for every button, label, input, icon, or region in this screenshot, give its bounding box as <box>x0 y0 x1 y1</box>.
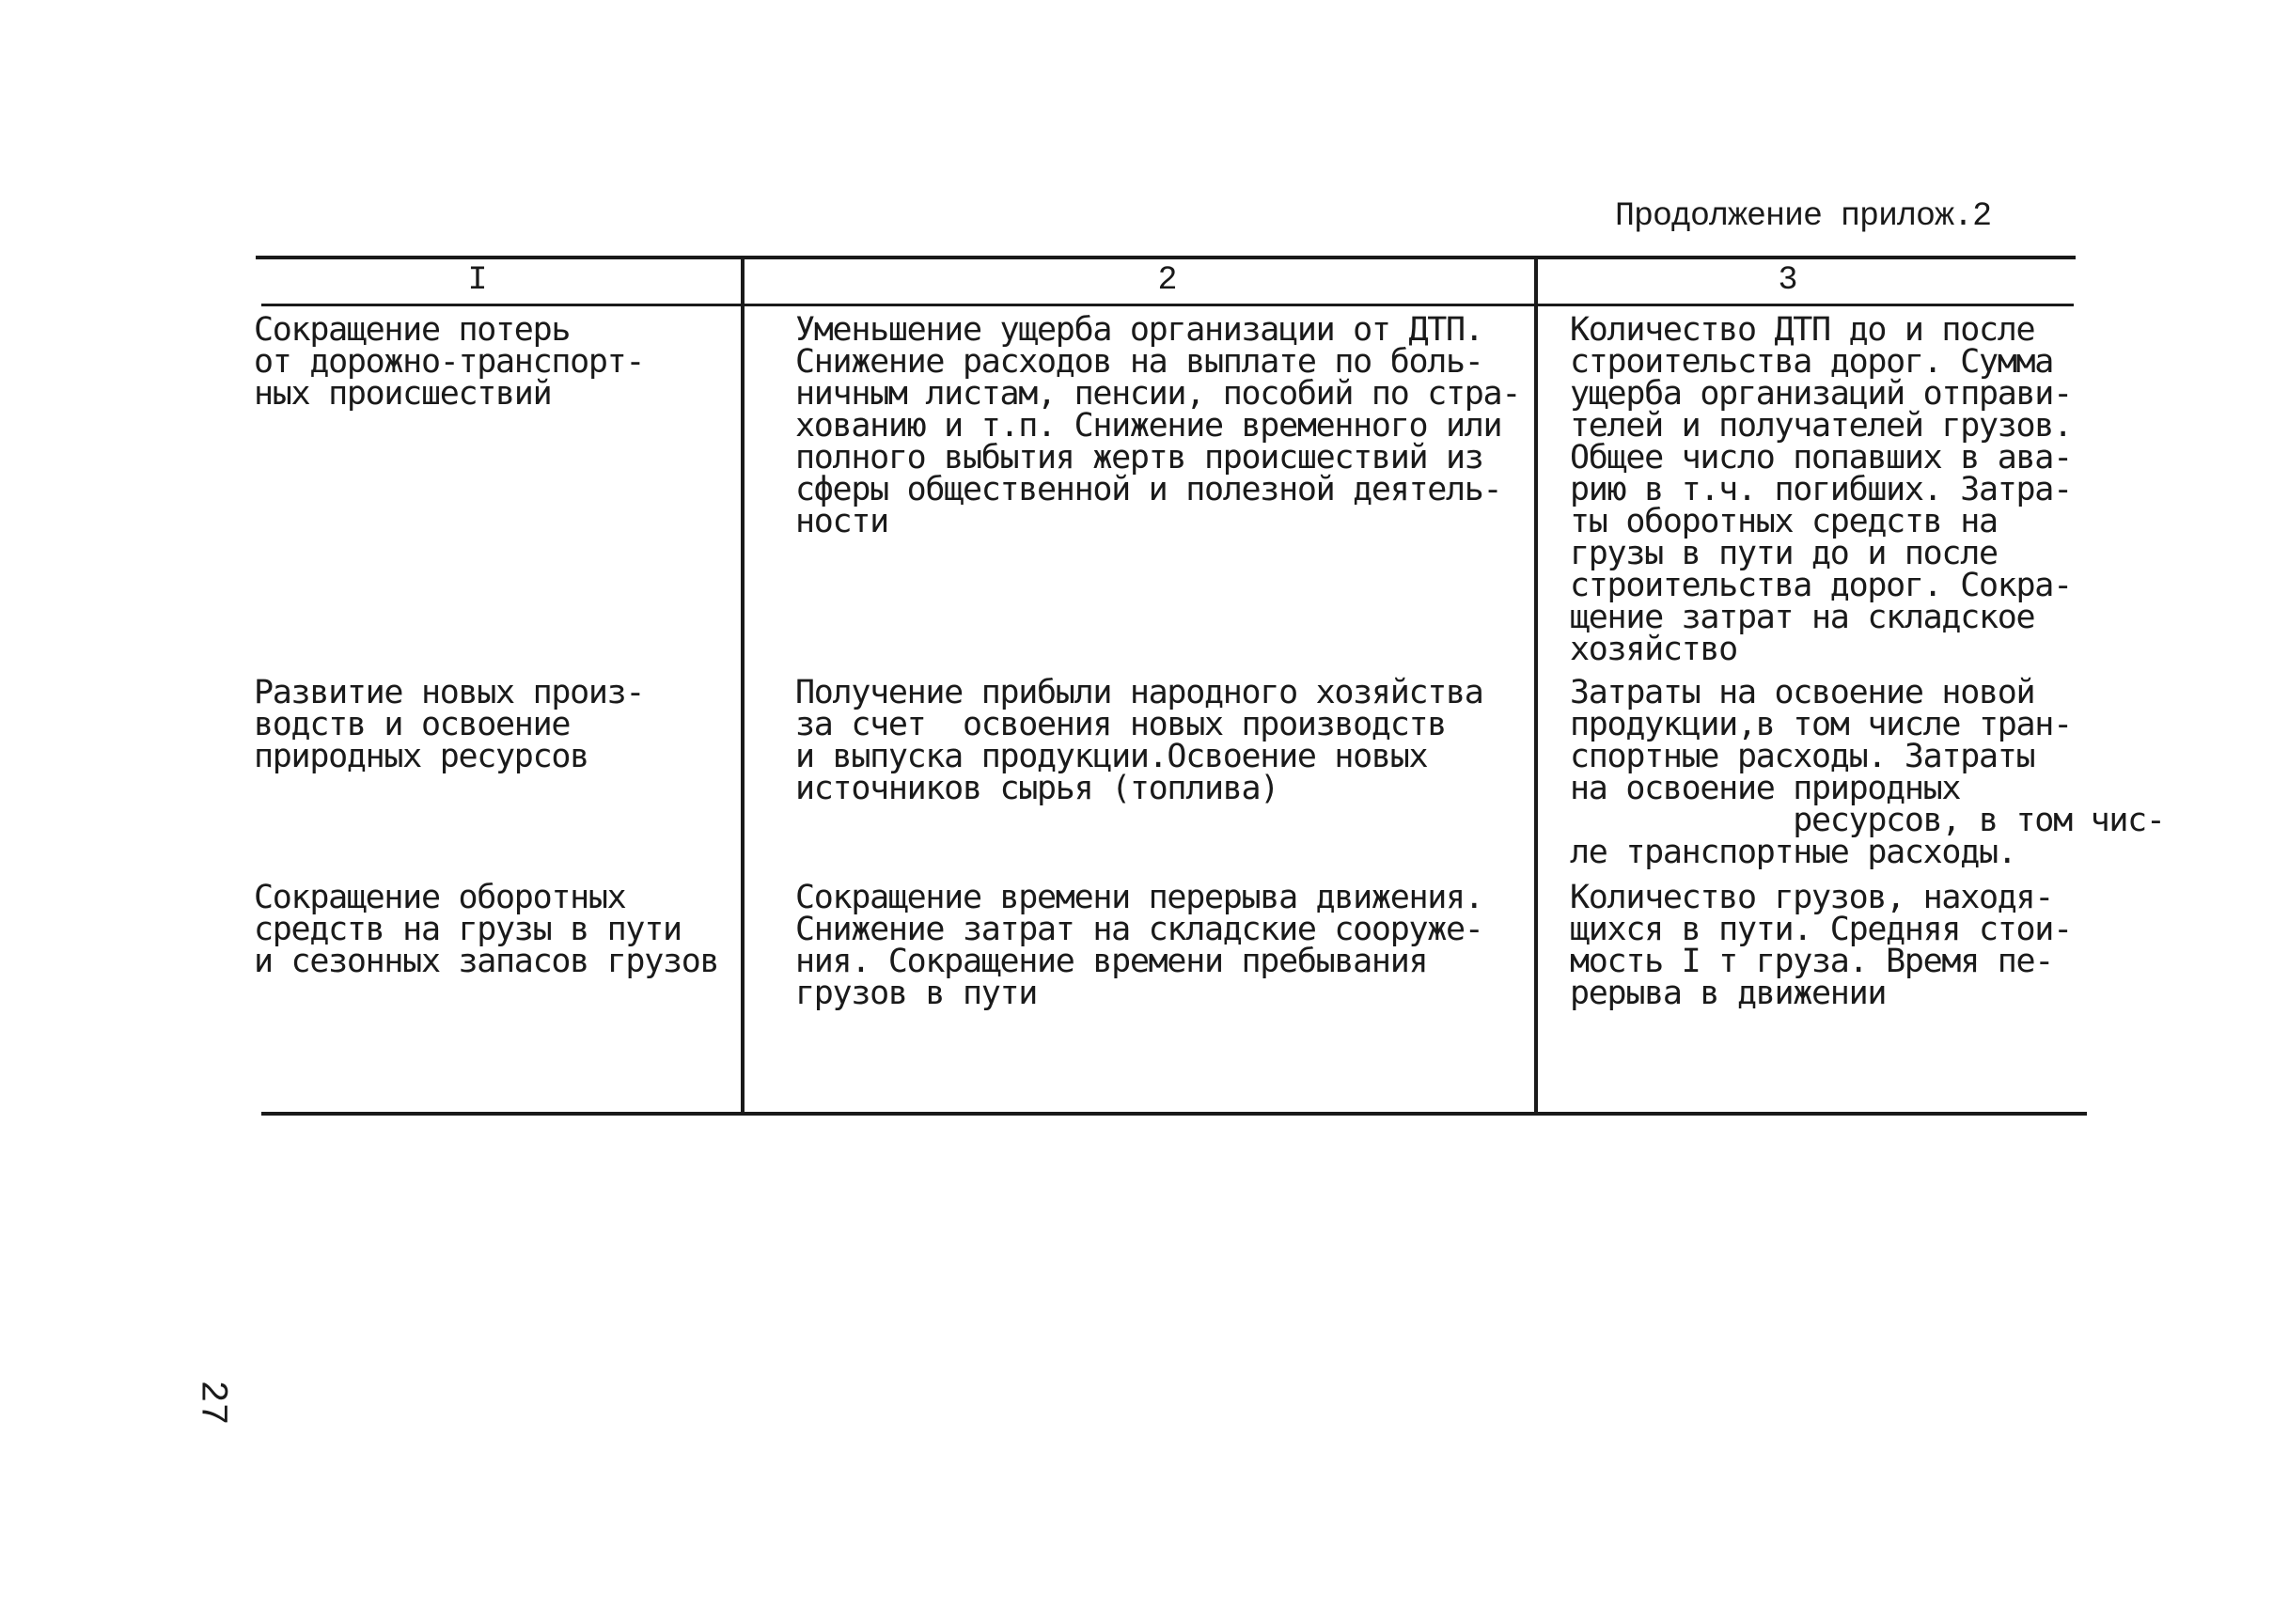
row-1-col-3: Количество ДТП до и после строительства дорог. Сумма ущерба организаций отправи- телей и получателей грузов. Общее число попавших в ава- рию в т.ч. погибших. Затра- ты оборотных средств на грузы в пути до и после строительства дорог. Сокра- щение затрат на складское хозяйство <box>1570 311 2072 668</box>
column-header-2: 2 <box>1157 261 1178 299</box>
column-divider-2 <box>1534 256 1538 1116</box>
page-number: 27 <box>190 1380 233 1426</box>
column-header-1: I <box>467 261 488 299</box>
row-2-col-1: Развитие новых произ- водств и освоение природных ресурсов <box>254 674 645 775</box>
column-header-3: 3 <box>1778 261 1798 299</box>
table-bottom-rule <box>261 1112 2087 1116</box>
column-divider-1 <box>741 256 745 1116</box>
row-1-col-1: Сокращение потерь от дорожно-транспорт- ных происшествий <box>254 311 645 413</box>
continuation-label: Продолжение прилож.2 <box>1615 197 1992 235</box>
row-3-col-2: Сокращение времени перерыва движения. Снижение затрат на складские сооруже- ния. Сокращение времени пребывания грузов в пути <box>795 879 1483 1012</box>
table-top-rule <box>256 256 2076 259</box>
row-2-col-2: Получение прибыли народного хозяйства за счет освоения новых производств и выпуска продукции.Освоение новых источников сырья (топлива) <box>795 674 1483 807</box>
row-1-col-2: Уменьшение ущерба организации от ДТП. Снижение расходов на выплате по боль- ничным листам, пенсии, пособий по стра- хованию и т.п. Снижение временного или полного выбытия жертв происшествий из сферы общественной и полезной деятель- ности <box>795 311 1521 540</box>
row-2-col-3: Затраты на освоение новой продукции,в том числе тран- спортные расходы. Затраты на освоение природных ресурсов, в том чис- ле транспортные расходы. <box>1570 674 2165 871</box>
table-header-rule <box>261 304 2074 306</box>
row-3-col-1: Сокращение оборотных средств на грузы в пути и сезонных запасов грузов <box>254 879 719 980</box>
row-3-col-3: Количество грузов, находя- щихся в пути. Средняя стои- мость I т груза. Время пе- рерыва в движении <box>1570 879 2072 1012</box>
